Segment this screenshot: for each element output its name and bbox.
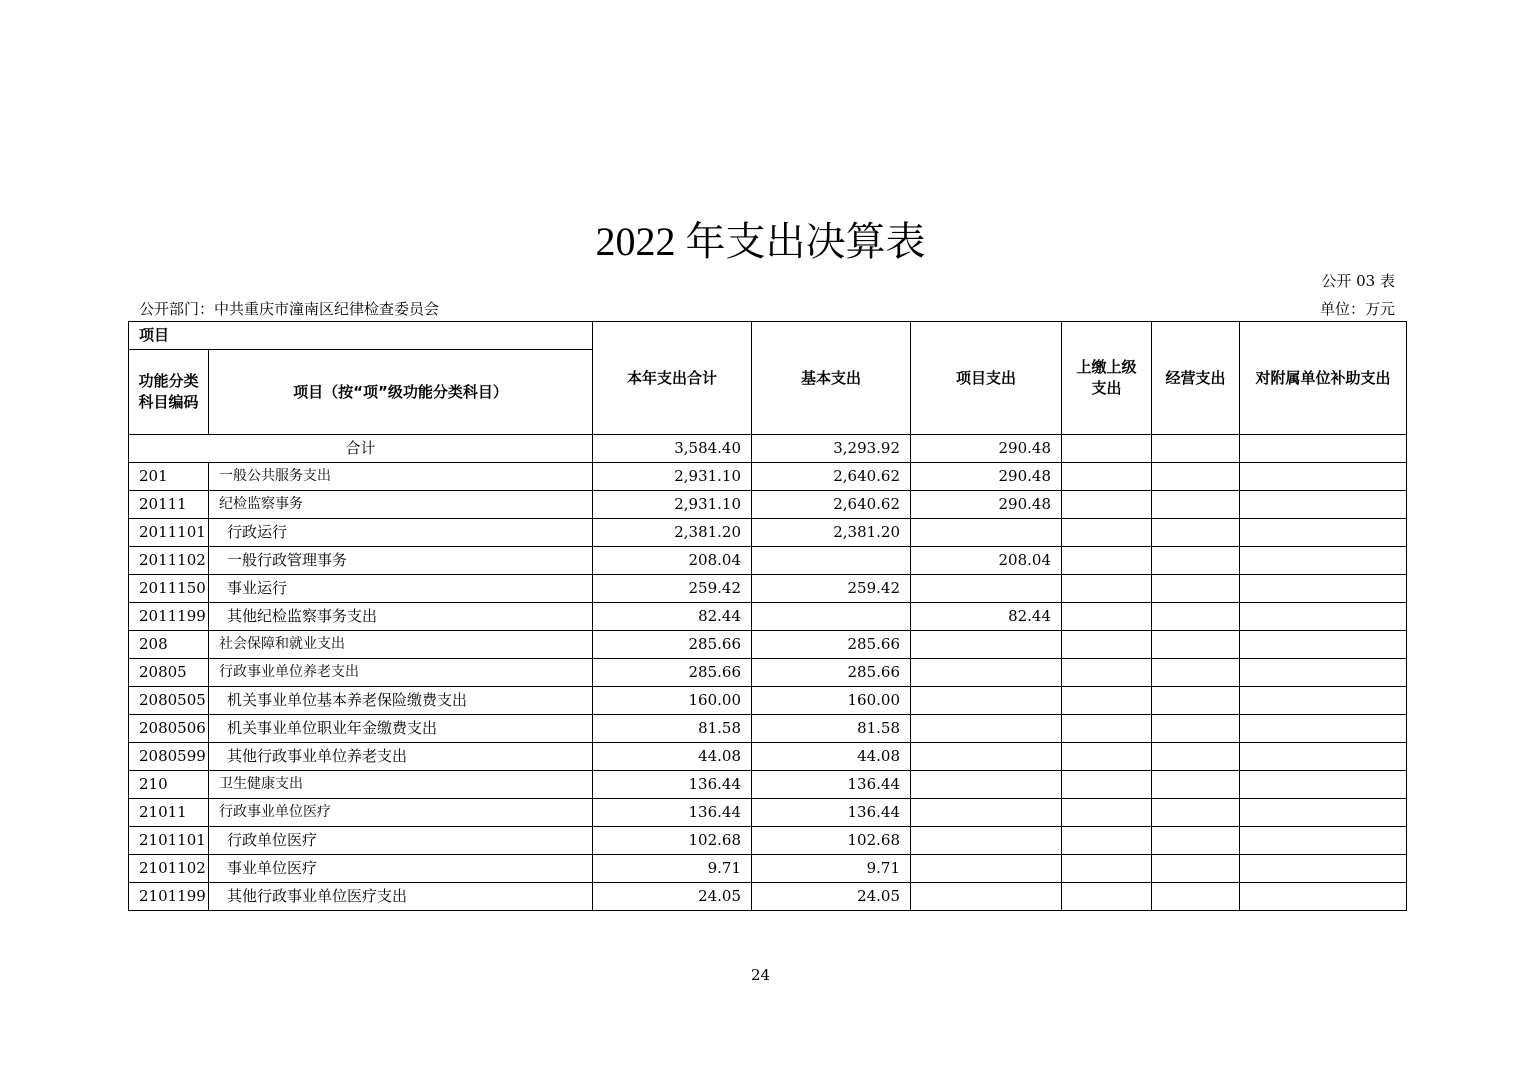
table-row bbox=[129, 631, 1407, 659]
cell-project: 208.04 bbox=[911, 547, 1062, 575]
total-total: 3,584.40 bbox=[593, 435, 752, 463]
cell-business bbox=[1152, 687, 1240, 715]
table-row bbox=[129, 491, 1407, 519]
cell-subsidy bbox=[1240, 799, 1407, 827]
table-row bbox=[129, 827, 1407, 855]
cell-upper bbox=[1062, 463, 1152, 491]
cell-business bbox=[1152, 519, 1240, 547]
cell-project bbox=[911, 855, 1062, 883]
total-upper bbox=[1062, 435, 1152, 463]
cell-basic: 102.68 bbox=[752, 827, 911, 855]
header-project: 项目支出 bbox=[911, 322, 1062, 435]
cell-project bbox=[911, 771, 1062, 799]
cell-basic: 2,381.20 bbox=[752, 519, 911, 547]
cell-total: 136.44 bbox=[593, 799, 752, 827]
cell-project: 290.48 bbox=[911, 463, 1062, 491]
cell-subsidy bbox=[1240, 575, 1407, 603]
table-row bbox=[129, 771, 1407, 799]
header-code: 功能分类科目编码 bbox=[129, 350, 209, 435]
table-row bbox=[129, 799, 1407, 827]
cell-total: 208.04 bbox=[593, 547, 752, 575]
table-row bbox=[129, 519, 1407, 547]
cell-business bbox=[1152, 827, 1240, 855]
total-project: 290.48 bbox=[911, 435, 1062, 463]
cell-upper bbox=[1062, 687, 1152, 715]
cell-code: 2011102 bbox=[129, 547, 209, 575]
cell-name: 其他行政事业单位养老支出 bbox=[209, 743, 593, 771]
cell-upper bbox=[1062, 799, 1152, 827]
cell-basic: 2,640.62 bbox=[752, 491, 911, 519]
cell-project bbox=[911, 799, 1062, 827]
page-title: 2022 年支出决算表 bbox=[595, 219, 926, 264]
cell-total: 102.68 bbox=[593, 827, 752, 855]
cell-basic: 285.66 bbox=[752, 659, 911, 687]
form-number: 公开 03 表 bbox=[1321, 272, 1395, 290]
table-row bbox=[129, 883, 1407, 911]
cell-project bbox=[911, 827, 1062, 855]
cell-subsidy bbox=[1240, 715, 1407, 743]
cell-basic: 24.05 bbox=[752, 883, 911, 911]
cell-total: 9.71 bbox=[593, 855, 752, 883]
unit-label: 单位：万元 bbox=[1319, 300, 1395, 318]
expenditure-table bbox=[128, 321, 1407, 911]
table-row bbox=[129, 463, 1407, 491]
cell-total: 136.44 bbox=[593, 771, 752, 799]
cell-business bbox=[1152, 463, 1240, 491]
cell-upper bbox=[1062, 827, 1152, 855]
cell-business bbox=[1152, 799, 1240, 827]
cell-upper bbox=[1062, 855, 1152, 883]
cell-code: 201 bbox=[129, 463, 209, 491]
cell-business bbox=[1152, 855, 1240, 883]
total-row bbox=[129, 435, 1407, 463]
cell-name: 行政单位医疗 bbox=[209, 827, 593, 855]
header-business: 经营支出 bbox=[1152, 322, 1240, 435]
cell-name: 纪检监察事务 bbox=[209, 491, 593, 519]
cell-code: 2011150 bbox=[129, 575, 209, 603]
cell-upper bbox=[1062, 575, 1152, 603]
cell-total: 2,931.10 bbox=[593, 491, 752, 519]
cell-code: 2011199 bbox=[129, 603, 209, 631]
header-total: 本年支出合计 bbox=[593, 322, 752, 435]
table-row bbox=[129, 659, 1407, 687]
cell-total: 44.08 bbox=[593, 743, 752, 771]
table-row bbox=[129, 575, 1407, 603]
cell-business bbox=[1152, 659, 1240, 687]
cell-upper bbox=[1062, 715, 1152, 743]
cell-total: 259.42 bbox=[593, 575, 752, 603]
cell-subsidy bbox=[1240, 463, 1407, 491]
header-subsidy: 对附属单位补助支出 bbox=[1240, 322, 1407, 435]
page-number: 24 bbox=[750, 966, 771, 984]
cell-total: 81.58 bbox=[593, 715, 752, 743]
header-basic: 基本支出 bbox=[752, 322, 911, 435]
cell-upper bbox=[1062, 631, 1152, 659]
total-subsidy bbox=[1240, 435, 1407, 463]
cell-total: 2,931.10 bbox=[593, 463, 752, 491]
cell-code: 2080505 bbox=[129, 687, 209, 715]
cell-total: 285.66 bbox=[593, 631, 752, 659]
cell-total: 82.44 bbox=[593, 603, 752, 631]
cell-code: 2080506 bbox=[129, 715, 209, 743]
cell-code: 2011101 bbox=[129, 519, 209, 547]
cell-upper bbox=[1062, 659, 1152, 687]
cell-name: 其他行政事业单位医疗支出 bbox=[209, 883, 593, 911]
cell-subsidy bbox=[1240, 771, 1407, 799]
department-label: 公开部门：中共重庆市潼南区纪律检查委员会 bbox=[139, 300, 440, 318]
cell-total: 285.66 bbox=[593, 659, 752, 687]
cell-name: 其他纪检监察事务支出 bbox=[209, 603, 593, 631]
cell-project: 290.48 bbox=[911, 491, 1062, 519]
cell-project bbox=[911, 715, 1062, 743]
cell-basic bbox=[752, 547, 911, 575]
cell-code: 208 bbox=[129, 631, 209, 659]
header-name: 项目（按“项”级功能分类科目） bbox=[209, 350, 593, 435]
cell-basic: 160.00 bbox=[752, 687, 911, 715]
cell-business bbox=[1152, 547, 1240, 575]
cell-code: 20111 bbox=[129, 491, 209, 519]
table-row bbox=[129, 855, 1407, 883]
cell-basic: 81.58 bbox=[752, 715, 911, 743]
cell-basic: 44.08 bbox=[752, 743, 911, 771]
cell-subsidy bbox=[1240, 519, 1407, 547]
cell-subsidy bbox=[1240, 603, 1407, 631]
cell-total: 2,381.20 bbox=[593, 519, 752, 547]
cell-business bbox=[1152, 575, 1240, 603]
cell-upper bbox=[1062, 519, 1152, 547]
cell-code: 2101102 bbox=[129, 855, 209, 883]
header-item-group: 项目 bbox=[129, 322, 593, 350]
cell-project bbox=[911, 575, 1062, 603]
cell-code: 21011 bbox=[129, 799, 209, 827]
cell-subsidy bbox=[1240, 883, 1407, 911]
cell-business bbox=[1152, 771, 1240, 799]
cell-subsidy bbox=[1240, 687, 1407, 715]
cell-project bbox=[911, 743, 1062, 771]
cell-name: 行政事业单位养老支出 bbox=[209, 659, 593, 687]
cell-subsidy bbox=[1240, 491, 1407, 519]
cell-upper bbox=[1062, 491, 1152, 519]
table-row bbox=[129, 715, 1407, 743]
cell-subsidy bbox=[1240, 855, 1407, 883]
cell-subsidy bbox=[1240, 631, 1407, 659]
cell-basic: 136.44 bbox=[752, 799, 911, 827]
table-row bbox=[129, 547, 1407, 575]
cell-code: 2101101 bbox=[129, 827, 209, 855]
cell-name: 行政事业单位医疗 bbox=[209, 799, 593, 827]
cell-total: 24.05 bbox=[593, 883, 752, 911]
cell-total: 160.00 bbox=[593, 687, 752, 715]
table-row bbox=[129, 743, 1407, 771]
cell-code: 2101199 bbox=[129, 883, 209, 911]
cell-project bbox=[911, 659, 1062, 687]
cell-code: 2080599 bbox=[129, 743, 209, 771]
cell-basic bbox=[752, 603, 911, 631]
cell-project bbox=[911, 519, 1062, 547]
header-upper: 上缴上级支出 bbox=[1062, 322, 1152, 435]
cell-business bbox=[1152, 743, 1240, 771]
cell-upper bbox=[1062, 883, 1152, 911]
cell-basic: 136.44 bbox=[752, 771, 911, 799]
cell-business bbox=[1152, 883, 1240, 911]
cell-basic: 259.42 bbox=[752, 575, 911, 603]
cell-basic: 9.71 bbox=[752, 855, 911, 883]
cell-business bbox=[1152, 715, 1240, 743]
cell-upper bbox=[1062, 743, 1152, 771]
table-row bbox=[129, 687, 1407, 715]
cell-basic: 2,640.62 bbox=[752, 463, 911, 491]
total-basic: 3,293.92 bbox=[752, 435, 911, 463]
table-row bbox=[129, 603, 1407, 631]
cell-code: 210 bbox=[129, 771, 209, 799]
cell-business bbox=[1152, 631, 1240, 659]
total-label: 合计 bbox=[129, 435, 593, 463]
cell-name: 行政运行 bbox=[209, 519, 593, 547]
cell-basic: 285.66 bbox=[752, 631, 911, 659]
cell-business bbox=[1152, 603, 1240, 631]
cell-name: 一般公共服务支出 bbox=[209, 463, 593, 491]
cell-project bbox=[911, 631, 1062, 659]
cell-name: 事业单位医疗 bbox=[209, 855, 593, 883]
cell-project bbox=[911, 687, 1062, 715]
cell-subsidy bbox=[1240, 547, 1407, 575]
cell-name: 机关事业单位基本养老保险缴费支出 bbox=[209, 687, 593, 715]
cell-subsidy bbox=[1240, 743, 1407, 771]
cell-subsidy bbox=[1240, 659, 1407, 687]
cell-upper bbox=[1062, 547, 1152, 575]
cell-code: 20805 bbox=[129, 659, 209, 687]
cell-upper bbox=[1062, 771, 1152, 799]
cell-project bbox=[911, 883, 1062, 911]
cell-name: 社会保障和就业支出 bbox=[209, 631, 593, 659]
cell-project: 82.44 bbox=[911, 603, 1062, 631]
cell-name: 事业运行 bbox=[209, 575, 593, 603]
cell-upper bbox=[1062, 603, 1152, 631]
cell-name: 机关事业单位职业年金缴费支出 bbox=[209, 715, 593, 743]
total-business bbox=[1152, 435, 1240, 463]
cell-subsidy bbox=[1240, 827, 1407, 855]
cell-name: 一般行政管理事务 bbox=[209, 547, 593, 575]
cell-business bbox=[1152, 491, 1240, 519]
cell-name: 卫生健康支出 bbox=[209, 771, 593, 799]
